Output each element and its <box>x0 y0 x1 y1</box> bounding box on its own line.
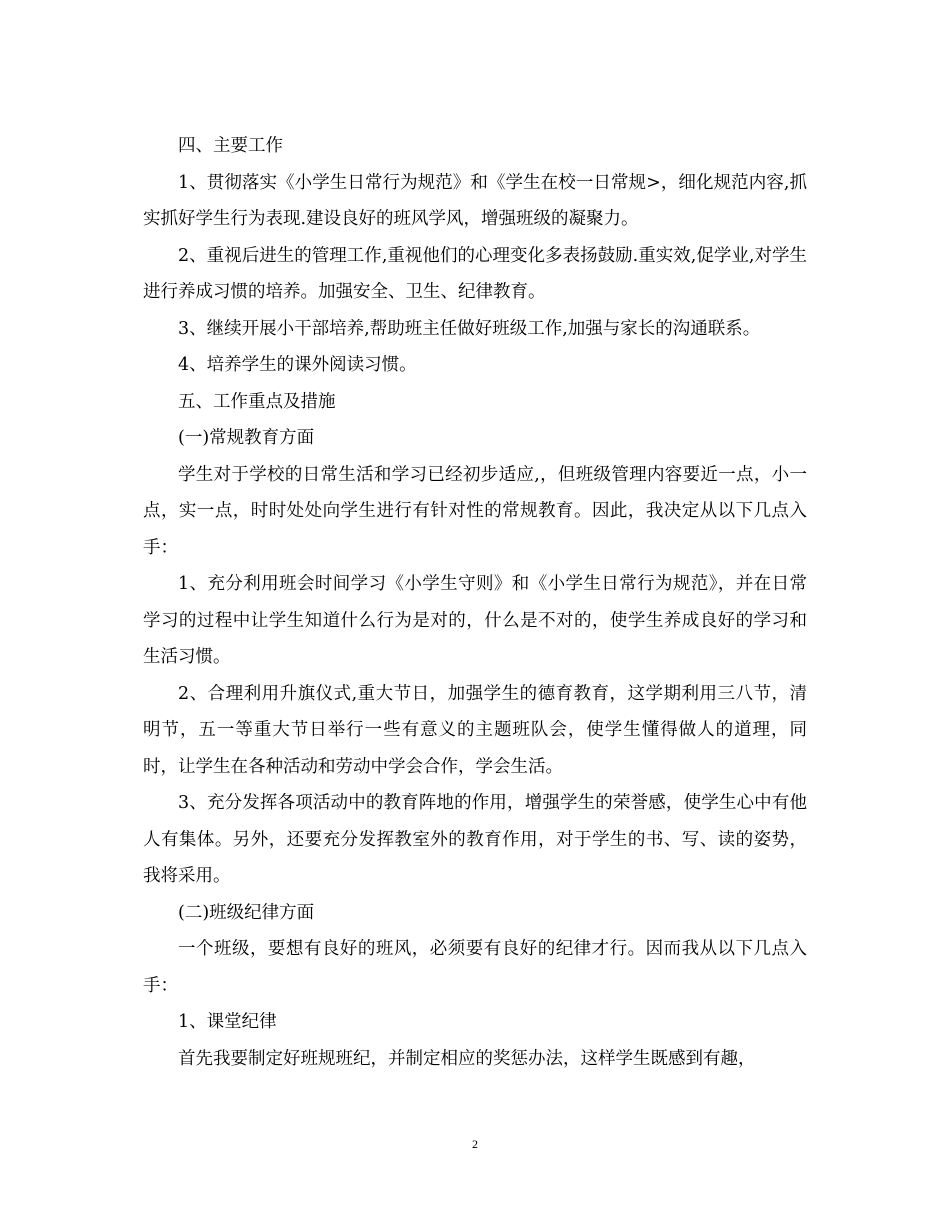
section-heading-main-work: 四、主要工作 <box>178 136 283 156</box>
paragraph: 1、充分利用班会时间学习《小学生守则》和《小学生日常行为规范》，并在日常学习的过程中让学生知道什么行为是对的，什么是不对的，使学生养成良好的学习和生活习惯。 <box>143 574 807 667</box>
section-heading-key-measures: 五、工作重点及措施 <box>178 391 336 412</box>
paragraph: 3、继续开展小干部培养,帮助班主任做好班级工作,加强与家长的沟通联系。 <box>178 318 761 339</box>
paragraph: 一个班级，要想有良好的班风，必须要有良好的纪律才行。因而我从以下几点入手： <box>143 939 807 996</box>
subsection-heading-routine-education: (一)常规教育方面 <box>178 428 315 448</box>
item-heading-classroom-discipline: 1、课堂纪律 <box>178 1012 277 1032</box>
paragraph: 3、充分发挥各项活动中的教育阵地的作用，增强学生的荣誉感，使学生心中有他人有集体。另外，还要充分发挥教室外的教育作用，对于学生的书、写、读的姿势，我将采用。 <box>143 793 807 886</box>
paragraph: 2、重视后进生的管理工作,重视他们的心理变化多表扬鼓励.重实效,促学业,对学生进行养成习惯的培养。加强安全、卫生、纪律教育。 <box>143 245 807 302</box>
page-number: 2 <box>472 1137 478 1151</box>
paragraph: 首先我要制定好班规班纪，并制定相应的奖惩办法，这样学生既感到有趣， <box>178 1048 756 1069</box>
paragraph: 2、合理利用升旗仪式,重大节日，加强学生的德育教育，这学期利用三八节，清明节，五一等重大节日举行一些有意义的主题班队会，使学生懂得做人的道理，同时，让学生在各种活动和劳动中学会合作，学会生活。 <box>143 683 807 777</box>
subsection-heading-class-discipline: (二)班级纪律方面 <box>178 902 315 923</box>
document-body <box>143 128 807 1077</box>
paragraph: 4、培养学生的课外阅读习惯。 <box>178 355 417 375</box>
paragraph: 学生对于学校的日常生活和学习已经初步适应,，但班级管理内容要近一点，小一点，实一点，时时处处向学生进行有针对性的常规教育。因此，我决定从以下几点入手： <box>143 464 807 558</box>
paragraph: 1、贯彻落实《小学生日常行为规范》和《学生在校一日常规>，细化规范内容,抓实抓好学生行为表现.建设良好的班风学风，增强班级的凝聚力。 <box>143 172 807 229</box>
